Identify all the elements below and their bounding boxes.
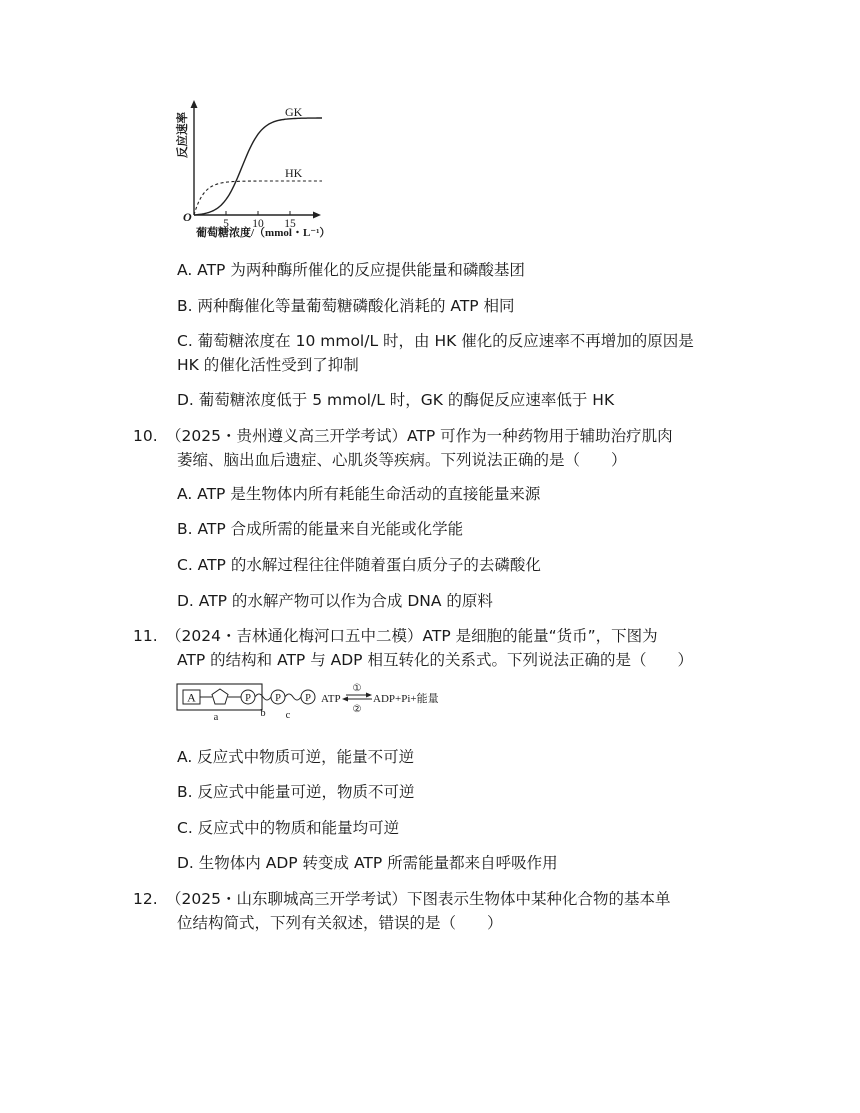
x-axis-arrow <box>313 212 321 219</box>
q10-stem-line2: 萎缩、脑出血后遗症、心肌炎等疾病。下列说法正确的是（ ） <box>177 451 627 469</box>
q11-option-a: A. 反应式中物质可逆，能量不可逆 <box>177 748 415 766</box>
ribose-pentagon <box>212 689 228 704</box>
y-axis-arrow <box>191 100 198 108</box>
reaction-atp: ATP <box>321 693 341 705</box>
q10-option-d: D. ATP 的水解产物可以作为合成 DNA 的原料 <box>177 592 493 610</box>
q11-number: 11. <box>133 627 158 645</box>
q10-stem-line1: （2025・贵州遵义高三开学考试）ATP 可作为一种药物用于辅助治疗肌肉 <box>166 427 673 445</box>
q10-number: 10. <box>133 427 158 445</box>
q9-option-c: C. 葡萄糖浓度在 10 mmol/L 时，由 HK 催化的反应速率不再增加的原因是 <box>177 332 694 350</box>
phosphate-1-label: P <box>245 693 251 704</box>
atp-structure-figure <box>176 680 448 724</box>
x-tick-label: 10 <box>252 218 264 230</box>
label-b: b <box>260 708 266 719</box>
series-gk-line <box>194 118 322 215</box>
series-hk-label: HK <box>285 166 303 180</box>
label-c: c <box>285 710 291 721</box>
y-axis-label: 反应速率 <box>177 112 189 158</box>
x-axis-label: 葡萄糖浓度/（mmol・L⁻¹） <box>196 227 331 239</box>
q11-option-c: C. 反应式中的物质和能量均可逆 <box>177 819 400 837</box>
series-gk-label: GK <box>285 105 303 119</box>
q12-stem-line2: 位结构简式，下列有关叙述，错误的是（ ） <box>177 914 503 932</box>
q9-option-d: D. 葡萄糖浓度低于 5 mmol/L 时，GK 的酶促反应速率低于 HK <box>177 391 615 409</box>
q9-option-c-cont: HK 的催化活性受到了抑制 <box>177 356 359 374</box>
label-a: a <box>213 712 219 723</box>
bond-b-wavy <box>255 694 271 700</box>
bond-c-wavy <box>285 694 301 700</box>
q10-option-b: B. ATP 合成所需的能量来自光能或化学能 <box>177 520 464 538</box>
q12-number: 12. <box>133 890 158 908</box>
x-tick-label: 15 <box>284 218 296 230</box>
q10-option-c: C. ATP 的水解过程往往伴随着蛋白质分子的去磷酸化 <box>177 556 541 574</box>
enzyme-rate-chart <box>170 95 360 245</box>
q11-option-b: B. 反应式中能量可逆，物质不可逆 <box>177 783 415 801</box>
phosphate-2-label: P <box>275 693 281 704</box>
q9-option-b: B. 两种酶催化等量葡萄糖磷酸化消耗的 ATP 相同 <box>177 297 515 315</box>
q12-stem-line1: （2025・山东聊城高三开学考试）下图表示生物体中某种化合物的基本单 <box>166 890 671 908</box>
q11-stem-line1: （2024・吉林通化梅河口五中二模）ATP 是细胞的能量“货币”，下图为 <box>166 627 658 645</box>
q10-option-a: A. ATP 是生物体内所有耗能生命活动的直接能量来源 <box>177 485 541 503</box>
reaction-products: ADP+Pi+能量 <box>373 693 439 705</box>
phosphate-3-label: P <box>305 693 311 704</box>
adenine-label: A <box>187 690 196 705</box>
q11-option-d: D. 生物体内 ADP 转变成 ATP 所需能量都来自呼吸作用 <box>177 854 558 872</box>
q11-stem-line2: ATP 的结构和 ATP 与 ADP 相互转化的关系式。下列说法正确的是（ ） <box>177 651 693 669</box>
forward-arrowhead <box>366 693 372 698</box>
q9-option-a: A. ATP 为两种酶所催化的反应提供能量和磷酸基团 <box>177 261 525 279</box>
arrow-label-1: ① <box>352 683 362 694</box>
origin-label: O <box>183 210 192 224</box>
reverse-arrowhead <box>342 697 348 702</box>
arrow-label-2: ② <box>352 704 362 715</box>
x-tick-label: 5 <box>223 218 229 230</box>
